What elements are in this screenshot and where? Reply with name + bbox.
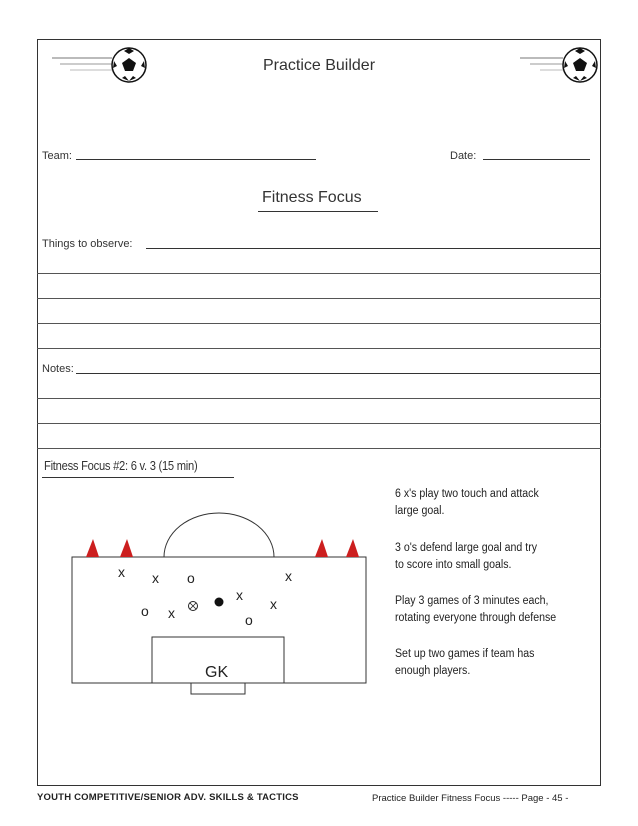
date-field[interactable] [483,159,590,160]
page-title: Practice Builder [262,57,376,74]
team-label: Team: [42,150,72,162]
player-o: o [141,603,149,619]
observe-line[interactable] [37,298,601,299]
cone-icon [86,539,99,557]
ball-icon [215,598,224,607]
cone-icon [346,539,359,557]
date-label: Date: [450,150,477,162]
focus-heading-underline [258,211,378,212]
focus-heading: Fitness Focus [262,189,362,206]
drill-title-underline [42,477,234,478]
drill-description-4: Set up two games if team has enough players. [395,648,535,677]
player-x: x [236,587,243,603]
notes-field[interactable] [76,373,601,374]
notes-label: Notes: [42,363,74,375]
observe-line[interactable] [37,273,601,274]
player-o: o [187,570,195,586]
notes-line[interactable] [37,398,601,399]
player-x: x [152,570,159,586]
observe-field[interactable] [146,248,601,249]
player-o: o [245,612,253,628]
notes-line[interactable] [37,448,601,449]
drill-description-1: 6 x's play two touch and attack large goal. [395,488,539,517]
goalkeeper-label: GK [205,664,229,681]
soccer-ball-small-icon [189,602,198,611]
player-x: x [270,596,277,612]
team-field[interactable] [76,159,316,160]
footer-left: YOUTH COMPETITIVE/SENIOR ADV. SKILLS & TACTICS [37,792,299,803]
player-x: x [285,568,292,584]
observe-label: Things to observe: [42,238,133,250]
cone-icon [120,539,133,557]
cone-icon [315,539,328,557]
drill-description-3: Play 3 games of 3 minutes each, rotating everyone through defense [395,595,557,624]
player-x: x [118,564,125,580]
footer-right: Practice Builder Fitness Focus ----- Page - 45 - [372,793,569,804]
drill-description-2: 3 o's defend large goal and try to score into small goals. [395,542,538,571]
observe-line[interactable] [37,323,601,324]
notes-line[interactable] [37,423,601,424]
player-x: x [168,605,175,621]
drill-title: Fitness Focus #2: 6 v. 3 (15 min) [44,458,198,473]
observe-line[interactable] [37,348,601,349]
field-diagram [72,513,366,694]
